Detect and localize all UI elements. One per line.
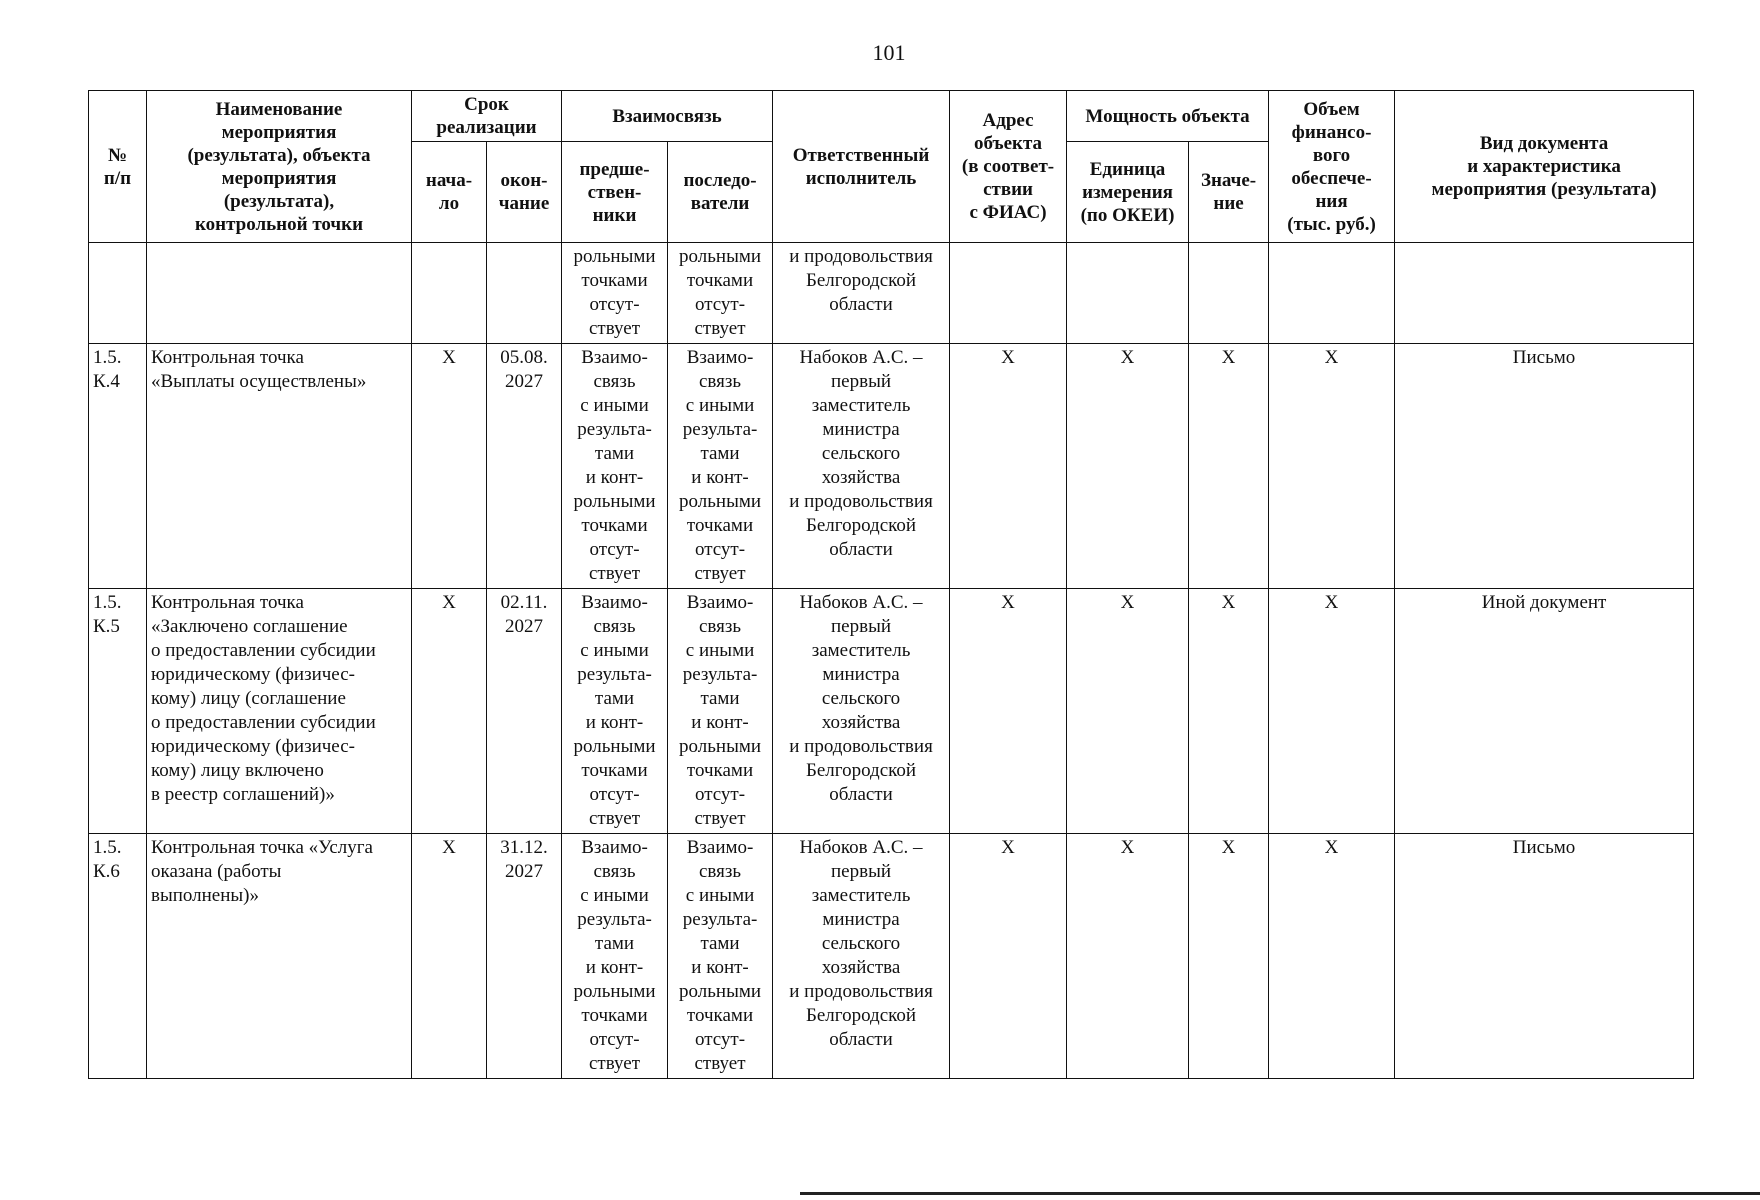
cell-document (1395, 243, 1694, 344)
cell-unit (1067, 243, 1189, 344)
cell-start (412, 243, 487, 344)
cell-financing (1269, 243, 1395, 344)
cell-value: X (1189, 834, 1269, 1079)
cell-value: X (1189, 589, 1269, 834)
cell-unit: X (1067, 589, 1189, 834)
cell-successors: Взаимо- связь с иными результа- тами и конт- рольными точками отсут- ствует (668, 589, 773, 834)
cell-unit: X (1067, 344, 1189, 589)
header-term: Срок реализации (412, 91, 562, 142)
cell-document: Иной документ (1395, 589, 1694, 834)
cell-name: Контрольная точка «Услуга оказана (работы выполнены)» (147, 834, 412, 1079)
header-predecessors: предше- ствен- ники (562, 142, 668, 243)
cell-financing: X (1269, 834, 1395, 1079)
cell-address (950, 243, 1067, 344)
cell-num: 1.5. К.4 (89, 344, 147, 589)
page-number: 101 (872, 40, 906, 65)
table-row (89, 589, 1694, 834)
cell-financing: X (1269, 589, 1395, 834)
cell-successors: рольными точками отсут- ствует (668, 243, 773, 344)
table-row (89, 344, 1694, 589)
cell-end: 05.08. 2027 (487, 344, 562, 589)
cell-name (147, 243, 412, 344)
cell-predecessors: Взаимо- связь с иными результа- тами и конт- рольными точками отсут- ствует (562, 344, 668, 589)
cell-responsible: Набоков А.С. – первый заместитель министра сельского хозяйства и продовольствия Белгородской области (773, 589, 950, 834)
cell-address: X (950, 834, 1067, 1079)
cell-document: Письмо (1395, 834, 1694, 1079)
header-value: Значе- ние (1189, 142, 1269, 243)
header-address: Адрес объекта (в соответ- ствии с ФИАС) (950, 91, 1067, 243)
table-row (89, 243, 1694, 344)
cell-num: 1.5. К.6 (89, 834, 147, 1079)
cell-unit: X (1067, 834, 1189, 1079)
cell-num (89, 243, 147, 344)
cell-predecessors: Взаимо- связь с иными результа- тами и конт- рольными точками отсут- ствует (562, 589, 668, 834)
header-name: Наименование мероприятия (результата), объекта мероприятия (результата), контрольной точки (147, 91, 412, 243)
header-num: № п/п (89, 91, 147, 243)
scan-edge-line (800, 1192, 1760, 1195)
header-unit: Единица измерения (по ОКЕИ) (1067, 142, 1189, 243)
header-power: Мощность объекта (1067, 91, 1269, 142)
cell-end: 31.12. 2027 (487, 834, 562, 1079)
cell-value: X (1189, 344, 1269, 589)
cell-num: 1.5. К.5 (89, 589, 147, 834)
cell-start: X (412, 834, 487, 1079)
cell-start: X (412, 344, 487, 589)
cell-address: X (950, 344, 1067, 589)
cell-name: Контрольная точка «Заключено соглашение о предоставлении субсидии юридическому (физичес- кому) лицу (соглашение о предоставлении субсидии юридическому (физичес- кому) лицу включено в реестр соглашений)» (147, 589, 412, 834)
cell-successors: Взаимо- связь с иными результа- тами и конт- рольными точками отсут- ствует (668, 344, 773, 589)
header-link: Взаимосвязь (562, 91, 773, 142)
header-end: окон- чание (487, 142, 562, 243)
cell-responsible: и продовольствия Белгородской области (773, 243, 950, 344)
cell-start: X (412, 589, 487, 834)
cell-address: X (950, 589, 1067, 834)
cell-document: Письмо (1395, 344, 1694, 589)
cell-predecessors: рольными точками отсут- ствует (562, 243, 668, 344)
cell-successors: Взаимо- связь с иными результа- тами и конт- рольными точками отсут- ствует (668, 834, 773, 1079)
header-financing: Объем финансо- вого обеспече- ния (тыс. руб.) (1269, 91, 1395, 243)
plan-table (88, 90, 1694, 1079)
cell-responsible: Набоков А.С. – первый заместитель министра сельского хозяйства и продовольствия Белгородской области (773, 834, 950, 1079)
cell-responsible: Набоков А.С. – первый заместитель министра сельского хозяйства и продовольствия Белгородской области (773, 344, 950, 589)
cell-predecessors: Взаимо- связь с иными результа- тами и конт- рольными точками отсут- ствует (562, 834, 668, 1079)
cell-financing: X (1269, 344, 1395, 589)
header-successors: последо- ватели (668, 142, 773, 243)
cell-end: 02.11. 2027 (487, 589, 562, 834)
header-responsible: Ответственный исполнитель (773, 91, 950, 243)
cell-name: Контрольная точка «Выплаты осуществлены» (147, 344, 412, 589)
header-start: нача- ло (412, 142, 487, 243)
cell-end (487, 243, 562, 344)
cell-value (1189, 243, 1269, 344)
table-header (89, 91, 1694, 243)
table-row (89, 834, 1694, 1079)
header-document: Вид документа и характеристика мероприятия (результата) (1395, 91, 1694, 243)
